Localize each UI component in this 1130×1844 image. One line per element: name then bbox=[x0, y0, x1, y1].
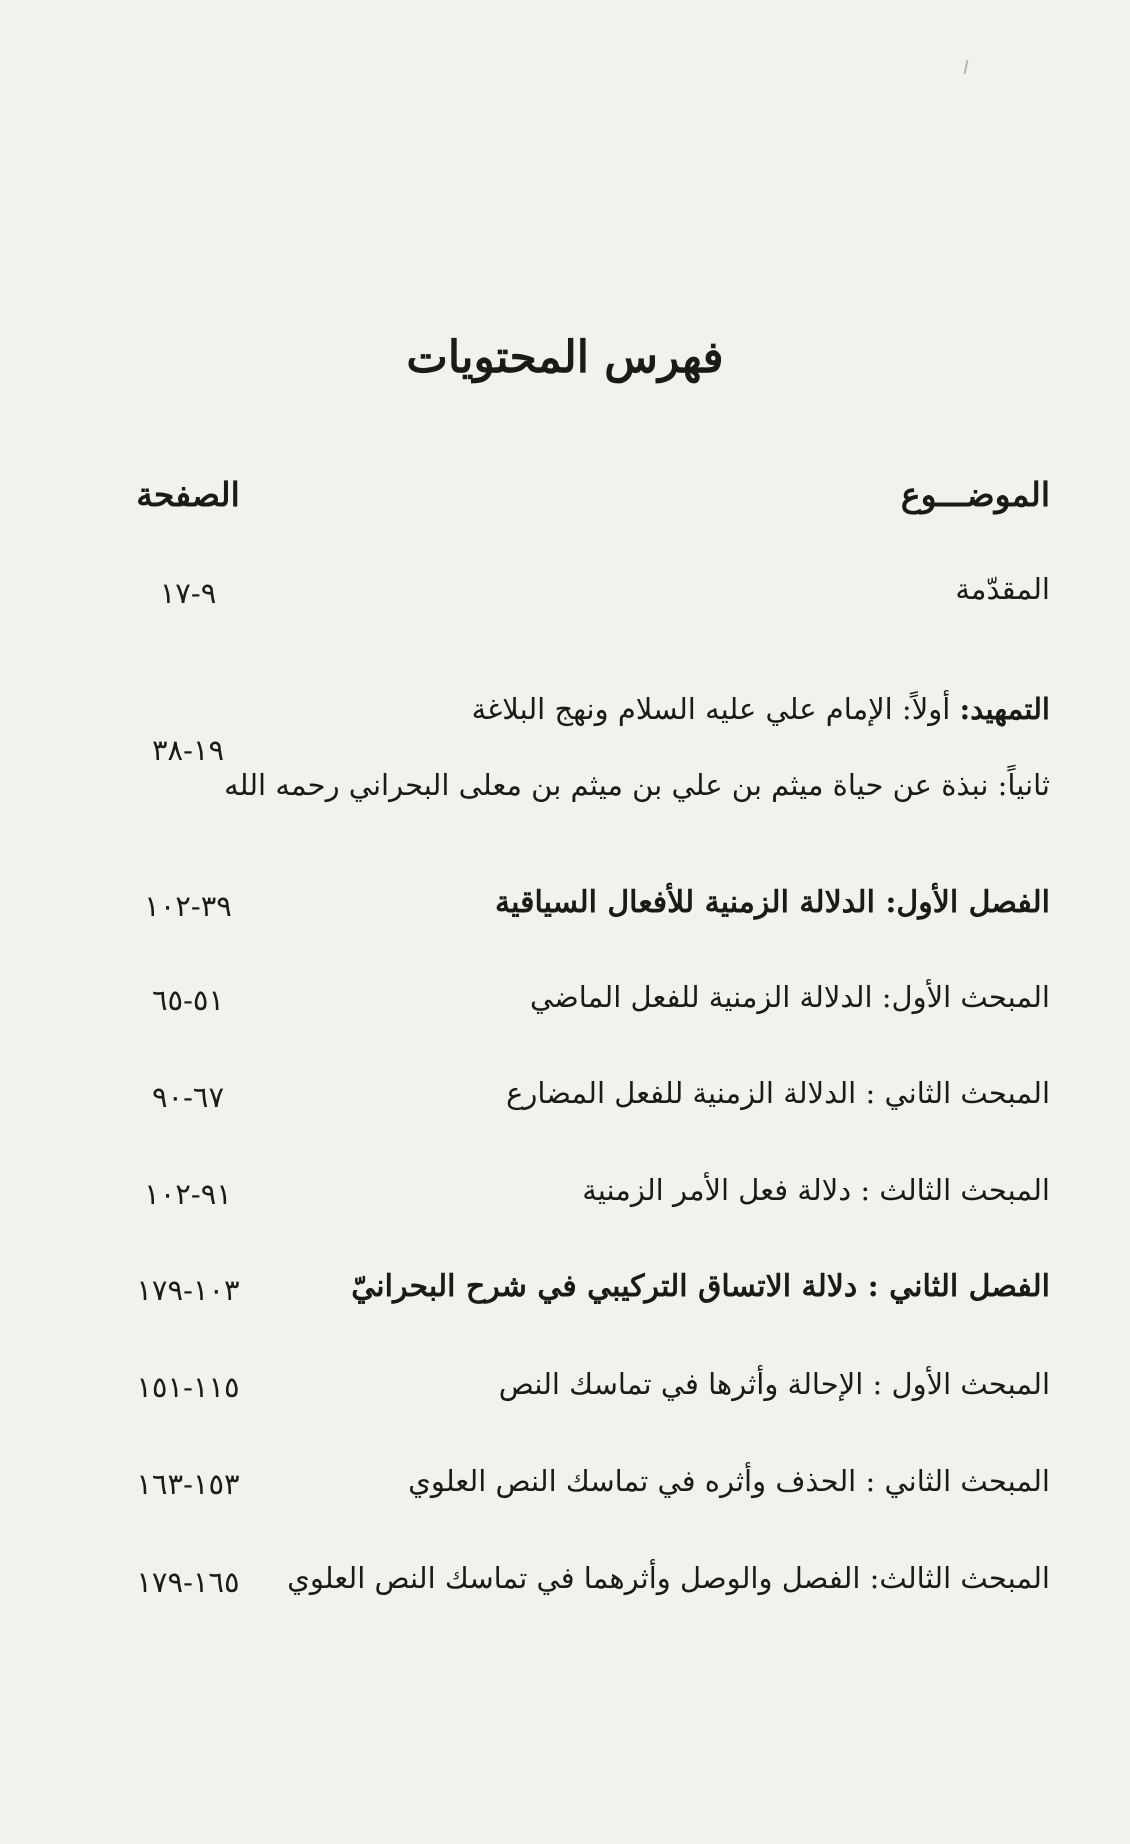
page-title: فهرس المحتويات bbox=[406, 332, 724, 383]
entry-pages-ch2-section-three: ١٦٥-١٧٩ bbox=[136, 1565, 240, 1599]
entry-pages-ch2-section-one: ١١٥-١٥١ bbox=[136, 1370, 240, 1404]
entry-topic-chapter-two: الفصل الثاني : دلالة الاتساق التركيبي في شرح البحرانيّ bbox=[351, 1269, 1050, 1304]
entry-topic-ch1-section-two: المبحث الثاني : الدلالة الزمنية للفعل المضارع bbox=[506, 1076, 1050, 1110]
entry-topic-preface-first: التمهيد: أولاً: الإمام علي عليه السلام ونهج البلاغة bbox=[471, 692, 1050, 726]
entry-topic-ch2-section-one: المبحث الأول : الإحالة وأثرها في تماسك النص bbox=[498, 1367, 1050, 1401]
entry-pages-preface: ١٩-٣٨ bbox=[151, 733, 225, 767]
entry-topic-ch2-section-three: المبحث الثالث: الفصل والوصل وأثرهما في تماسك النص العلوي bbox=[287, 1561, 1050, 1595]
entry-topic-ch2-section-two: المبحث الثاني : الحذف وأثره في تماسك النص العلوي bbox=[408, 1464, 1050, 1498]
entry-topic-ch1-section-one: المبحث الأول: الدلالة الزمنية للفعل الماضي bbox=[529, 980, 1050, 1014]
entry-pages-ch1-section-three: ٩١-١٠٢ bbox=[144, 1177, 232, 1211]
entry-pages-ch1-section-two: ٦٧-٩٠ bbox=[151, 1080, 225, 1114]
entry-topic-preface-second: ثانياً: نبذة عن حياة ميثم بن علي بن ميثم بن معلى البحراني رحمه الله bbox=[224, 768, 1050, 802]
entry-topic-chapter-one: الفصل الأول: الدلالة الزمنية للأفعال السياقية bbox=[495, 885, 1050, 920]
entry-pages-chapter-two: ١٠٣-١٧٩ bbox=[136, 1273, 240, 1307]
entry-topic-introduction: المقدّمة bbox=[955, 572, 1050, 606]
paper-mark bbox=[964, 60, 969, 74]
topic-column-header: الموضـــوع bbox=[900, 475, 1050, 514]
entry-pages-chapter-one: ٣٩-١٠٢ bbox=[144, 889, 232, 923]
page-column-header: الصفحة bbox=[136, 475, 240, 514]
entry-pages-introduction: ٩-١٧ bbox=[159, 576, 217, 610]
entry-pages-ch2-section-two: ١٥٣-١٦٣ bbox=[136, 1467, 240, 1501]
entry-pages-ch1-section-one: ٥١-٦٥ bbox=[151, 983, 225, 1017]
entry-topic-ch1-section-three: المبحث الثالث : دلالة فعل الأمر الزمنية bbox=[582, 1173, 1050, 1207]
